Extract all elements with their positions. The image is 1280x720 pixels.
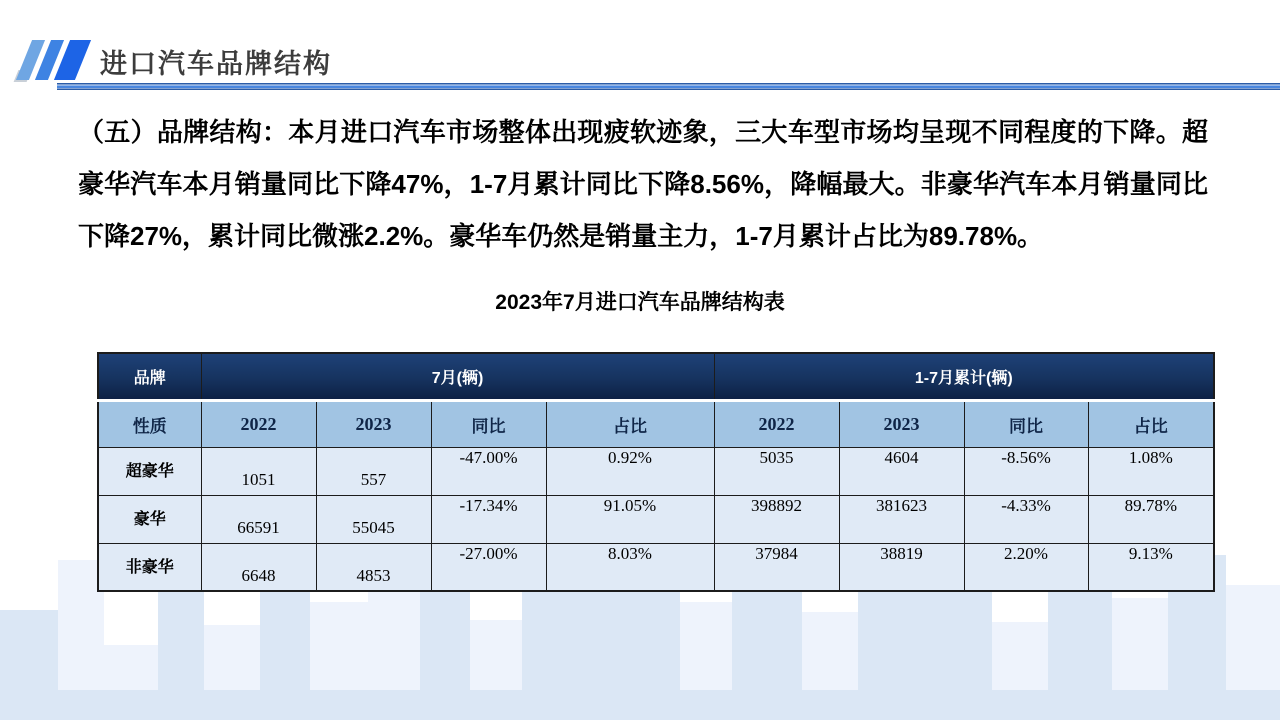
header-underline bbox=[57, 83, 1280, 90]
table-cell: 9.13% bbox=[1088, 543, 1214, 591]
table-row-luxury bbox=[98, 495, 1214, 543]
table-cell: 0.92% bbox=[546, 447, 714, 495]
table-cell: -47.00% bbox=[431, 447, 546, 495]
header-cumulative: 1-7月累计(辆) bbox=[714, 353, 1214, 400]
header-brand: 品牌 bbox=[98, 353, 201, 400]
header-july: 7月(辆) bbox=[201, 353, 714, 400]
subheader-2023-july: 2023 bbox=[316, 400, 431, 447]
table-cell: 37984 bbox=[714, 543, 839, 591]
subheader-yoy-cum: 同比 bbox=[964, 400, 1088, 447]
table-cell: 5035 bbox=[714, 447, 839, 495]
table-cell: 381623 bbox=[839, 495, 964, 543]
skyline-block bbox=[0, 690, 1280, 720]
table-header-row-2 bbox=[98, 400, 1214, 447]
table-cell: 38819 bbox=[839, 543, 964, 591]
table-cell: -27.00% bbox=[431, 543, 546, 591]
table-cell: 55045 bbox=[316, 495, 431, 543]
table-cell: 91.05% bbox=[546, 495, 714, 543]
table-cell: -4.33% bbox=[964, 495, 1088, 543]
page-title: 进口汽车品牌结构 bbox=[100, 49, 332, 79]
table-cell: 2.20% bbox=[964, 543, 1088, 591]
subheader-2022-cum: 2022 bbox=[714, 400, 839, 447]
table-header-row-1 bbox=[98, 353, 1214, 400]
subheader-share-july: 占比 bbox=[546, 400, 714, 447]
subheader-yoy-july: 同比 bbox=[431, 400, 546, 447]
table-cell: 1.08% bbox=[1088, 447, 1214, 495]
slide-header bbox=[0, 0, 1280, 95]
subheader-share-cum: 占比 bbox=[1088, 400, 1214, 447]
logo-slashes-icon bbox=[22, 40, 92, 84]
table-cell: 557 bbox=[316, 447, 431, 495]
table-cell: 1051 bbox=[201, 447, 316, 495]
table-cell: 4853 bbox=[316, 543, 431, 591]
table-cell: 8.03% bbox=[546, 543, 714, 591]
table-row-super-luxury bbox=[98, 447, 1214, 495]
subheader-nature: 性质 bbox=[98, 400, 201, 447]
table-cell: 89.78% bbox=[1088, 495, 1214, 543]
table-cell: -17.34% bbox=[431, 495, 546, 543]
subheader-2023-cum: 2023 bbox=[839, 400, 964, 447]
table-cell: 6648 bbox=[201, 543, 316, 591]
subheader-2022-july: 2022 bbox=[201, 400, 316, 447]
body-paragraph: （五）品牌结构：本月进口汽车市场整体出现疲软迹象，三大车型市场均呈现不同程度的下降。超豪华汽车本月销量同比下降47%，1-7月累计同比下降8.56%，降幅最大。非豪华汽车本月销量同比下降27%，累计同比微涨2.2%。豪华车仍然是销量主力，1-7月累计占比为89.78%。 bbox=[78, 117, 1208, 251]
row-label: 豪华 bbox=[98, 495, 201, 543]
table-cell: 398892 bbox=[714, 495, 839, 543]
table-title: 2023年7月进口汽车品牌结构表 bbox=[495, 291, 785, 314]
row-label: 超豪华 bbox=[98, 447, 201, 495]
table-row-non-luxury bbox=[98, 543, 1214, 591]
brand-structure-table bbox=[97, 352, 1215, 592]
table-cell: 66591 bbox=[201, 495, 316, 543]
table-cell: -8.56% bbox=[964, 447, 1088, 495]
row-label: 非豪华 bbox=[98, 543, 201, 591]
table-cell: 4604 bbox=[839, 447, 964, 495]
